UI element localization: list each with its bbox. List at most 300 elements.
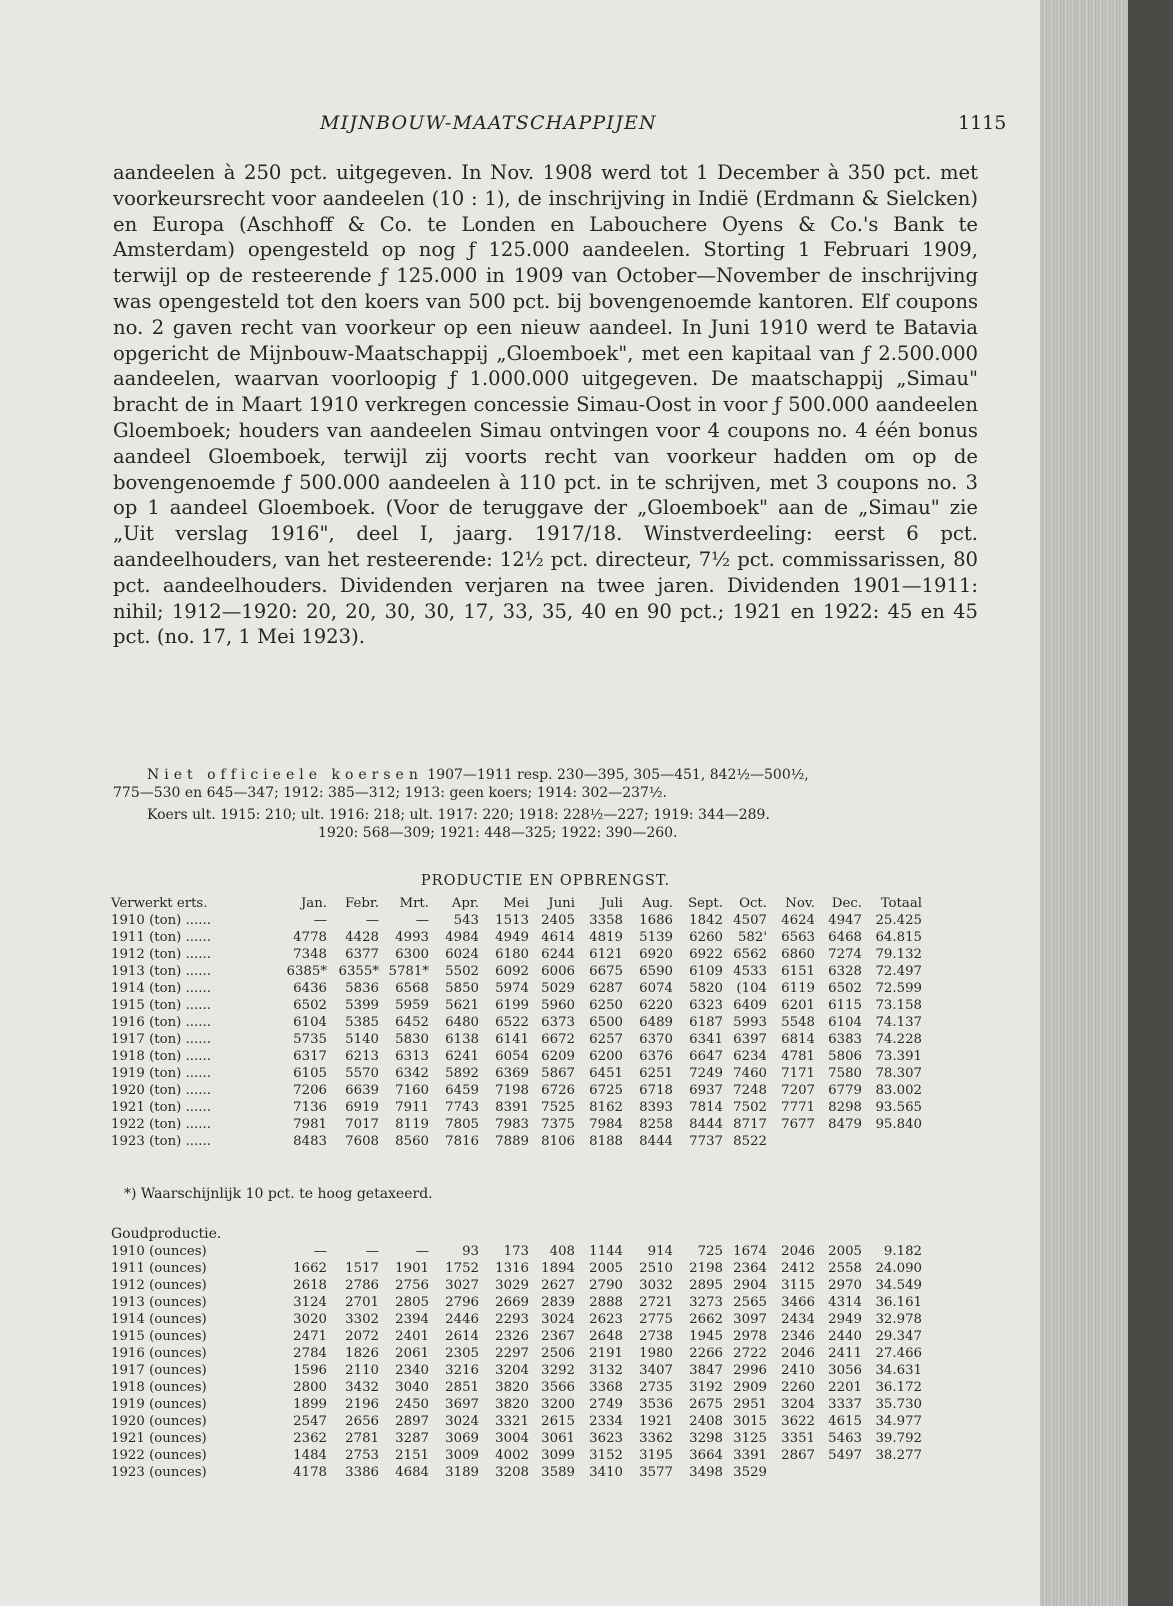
table-cell: 2805	[395, 1295, 429, 1310]
table-cell: —	[313, 913, 327, 928]
table-cell: 2669	[495, 1295, 529, 1310]
table-cell: 6323	[689, 998, 723, 1013]
row-label: 1911 (ounces)	[111, 1261, 207, 1276]
table-cell: 8106	[541, 1134, 575, 1149]
table-cell: 6201	[781, 998, 815, 1013]
table-cell: 7816	[445, 1134, 479, 1149]
table-cell: 1686	[639, 913, 673, 928]
table-cell: 6459	[445, 1083, 479, 1098]
column-header: Juli	[600, 896, 623, 911]
table-cell: 2756	[395, 1278, 429, 1293]
table-cell: 2909	[733, 1380, 767, 1395]
table-cell: —	[415, 913, 429, 928]
table-cell: 5399	[345, 998, 379, 1013]
table-cell: 3152	[589, 1448, 623, 1463]
table-row	[111, 1014, 922, 1031]
row-label: 1913 (ton) ......	[111, 964, 211, 979]
table-cell: 2614	[445, 1329, 479, 1344]
table-cell: 6489	[639, 1015, 673, 1030]
row-label: 1917 (ounces)	[111, 1363, 207, 1378]
table-cell: 7525	[541, 1100, 575, 1115]
table-row	[111, 1116, 922, 1133]
table-cell: 7375	[541, 1117, 575, 1132]
koers-ultimo	[113, 806, 978, 842]
table-cell: 1921	[639, 1414, 673, 1429]
column-header: Mrt.	[399, 896, 429, 911]
table-cell: 7206	[293, 1083, 327, 1098]
table-cell: 7460	[733, 1066, 767, 1081]
table-cell: 5781*	[388, 964, 429, 979]
running-head: MIJNBOUW-MAATSCHAPPIJEN	[320, 112, 657, 134]
table-cell: 2623	[589, 1312, 623, 1327]
table-cell: 3589	[541, 1465, 575, 1480]
table-cell: 3529	[733, 1465, 767, 1480]
table-cell: 6377	[345, 947, 379, 962]
table-cell: 2334	[589, 1414, 623, 1429]
table-cell: 7207	[781, 1083, 815, 1098]
table-cell: 6409	[733, 998, 767, 1013]
table-cell: 3466	[781, 1295, 815, 1310]
table-cell: 6317	[293, 1049, 327, 1064]
footnote: *) Waarschijnlijk 10 pct. te hoog getaxeerd.	[124, 1186, 433, 1202]
table-cell: 7249	[689, 1066, 723, 1081]
table-cell: 2198	[689, 1261, 723, 1276]
table-cell: 6257	[589, 1032, 623, 1047]
table-cell: 6109	[689, 964, 723, 979]
table-cell: 1980	[639, 1346, 673, 1361]
koers-line2: 1920: 568—309; 1921: 448—325; 1922: 390—260.	[318, 825, 678, 841]
table-cell: 5993	[733, 1015, 767, 1030]
table-cell: 2412	[781, 1261, 815, 1276]
table-cell: 7348	[293, 947, 327, 962]
table-cell: 173	[503, 1244, 529, 1259]
row-label: 1923 (ton) ......	[111, 1134, 211, 1149]
table-cell: 3192	[689, 1380, 723, 1395]
table-cell: 2701	[345, 1295, 379, 1310]
table-cell: 5974	[495, 981, 529, 996]
table-cell: 4624	[781, 913, 815, 928]
table-cell: 1945	[689, 1329, 723, 1344]
table-cell: 6451	[589, 1066, 623, 1081]
table-cell: 4428	[345, 930, 379, 945]
table-cell: 8391	[495, 1100, 529, 1115]
table-cell: 2440	[828, 1329, 862, 1344]
row-label: 1916 (ton) ......	[111, 1015, 211, 1030]
row-label: 1918 (ton) ......	[111, 1049, 211, 1064]
table-cell: 5502	[445, 964, 479, 979]
table-cell: 4949	[495, 930, 529, 945]
table-cell: 2895	[689, 1278, 723, 1293]
row-label: 1920 (ounces)	[111, 1414, 207, 1429]
table-cell: 1596	[293, 1363, 327, 1378]
table-row	[111, 1294, 922, 1311]
niet-officieele-line1: 1907—1911 resp. 230—395, 305—451, 842½—500½,	[427, 767, 809, 783]
table-cell: 6092	[495, 964, 529, 979]
table-cell: 5463	[828, 1431, 862, 1446]
table-cell: 4507	[733, 913, 767, 928]
table-cell: 2675	[689, 1397, 723, 1412]
table-cell: 2434	[781, 1312, 815, 1327]
table-cell: 3358	[589, 913, 623, 928]
table-cell: 4314	[828, 1295, 862, 1310]
row-label: 1912 (ton) ......	[111, 947, 211, 962]
table-cell: 5497	[828, 1448, 862, 1463]
erts-table	[111, 895, 922, 1150]
table-cell: 2662	[689, 1312, 723, 1327]
table-cell: 6468	[828, 930, 862, 945]
table-cell: 74.228	[875, 1032, 922, 1047]
table-cell: 39.792	[875, 1431, 922, 1446]
table-cell: 5960	[541, 998, 575, 1013]
table-cell: 2888	[589, 1295, 623, 1310]
table-cell: 5830	[395, 1032, 429, 1047]
table-cell: 3124	[293, 1295, 327, 1310]
table-cell: 6328	[828, 964, 862, 979]
table-cell: 6121	[589, 947, 623, 962]
table-cell: 408	[549, 1244, 575, 1259]
table-cell: 5570	[345, 1066, 379, 1081]
table-row	[111, 946, 922, 963]
table-cell: 6726	[541, 1083, 575, 1098]
row-label: 1918 (ounces)	[111, 1380, 207, 1395]
table-cell: 1826	[345, 1346, 379, 1361]
table-cell: 4178	[293, 1465, 327, 1480]
row-label: 1922 (ounces)	[111, 1448, 207, 1463]
row-label: 1910 (ounces)	[111, 1244, 207, 1259]
table-cell: 582'	[737, 930, 767, 945]
table-cell: 2191	[589, 1346, 623, 1361]
table-cell: 8162	[589, 1100, 623, 1115]
table-cell: 6138	[445, 1032, 479, 1047]
table-cell: 6200	[589, 1049, 623, 1064]
row-label: 1921 (ounces)	[111, 1431, 207, 1446]
table-cell: 6647	[689, 1049, 723, 1064]
table-row	[111, 980, 922, 997]
table-cell: 3362	[639, 1431, 673, 1446]
table-cell: 1517	[345, 1261, 379, 1276]
table-row	[111, 1311, 922, 1328]
table-cell: 3337	[828, 1397, 862, 1412]
table-cell	[862, 1464, 922, 1481]
table-cell: 2558	[828, 1261, 862, 1276]
row-label: 1913 (ounces)	[111, 1295, 207, 1310]
column-header: Mei	[503, 896, 529, 911]
table-cell: 7017	[345, 1117, 379, 1132]
table-cell: 36.161	[875, 1295, 922, 1310]
table-cell: 7737	[689, 1134, 723, 1149]
table-cell: 1316	[495, 1261, 529, 1276]
table-row	[111, 1345, 922, 1362]
goud-table	[111, 1243, 922, 1481]
table-cell: 5850	[445, 981, 479, 996]
table-row	[111, 1413, 922, 1430]
table-cell: 3298	[689, 1431, 723, 1446]
table-cell: 6522	[495, 1015, 529, 1030]
table-cell: 3351	[781, 1431, 815, 1446]
table-cell: 6341	[689, 1032, 723, 1047]
table-cell: 5820	[689, 981, 723, 996]
table-cell: 6287	[589, 981, 623, 996]
table-cell: 8258	[639, 1117, 673, 1132]
table-cell: 2005	[828, 1244, 862, 1259]
table-cell: 3115	[781, 1278, 815, 1293]
table-row	[111, 1133, 922, 1150]
table-cell	[862, 1133, 922, 1150]
table-cell: 3099	[541, 1448, 575, 1463]
table-cell: (104	[736, 981, 767, 996]
body-paragraph: aandeelen à 250 pct. uitgegeven. In Nov. 1908 werd tot 1 December à 350 pct. met voorkeursrecht voor aandeelen (10 : 1), de inschrijving in Indië (Erdmann & Sielcken) en Europa (Aschhoff & Co. te Londen en Labouchere Oyens & Co.'s Bank te Amsterdam) opengesteld op nog ƒ 125.000 aandeelen. Storting 1 Februari 1909, terwijl op de resteerende ƒ 125.000 in 1909 van October—November de inschrijving was opengesteld tot den koers van 500 pct. bij bovengenoemde kantoren. Elf coupons no. 2 gaven recht van voorkeur op een nieuw aandeel. In Juni 1910 werd te Batavia opgericht de Mijnbouw-Maatschappij „Gloemboek", met een kapitaal van ƒ 2.500.000 aandeelen, waarvan voorloopig ƒ 1.000.000 uitgegeven. De maatschappij „Simau" bracht de in Maart 1910 verkregen concessie Simau-Oost in voor ƒ 500.000 aandeelen Gloemboek; houders van aandeelen Simau ontvingen voor 4 coupons no. 4 één bonus aandeel Gloemboek, terwijl zij voorts recht van voorkeur hadden om op de bovengenoemde ƒ 500.000 aandeelen à 110 pct. in te schrijven, met 3 coupons no. 3 op 1 aandeel Gloemboek. (Voor de teruggave der „Gloemboek" aan de „Simau" zie „Uit verslag 1916", deel I, jaarg. 1917/18. Winstverdeeling: eerst 6 pct. aandeelhouders, van het resteerende: 12½ pct. directeur, 7½ pct. commissarissen, 80 pct. aandeelhouders. Dividenden verjaren na twee jaren. Dividenden 1901—1911: nihil; 1912—1920: 20, 20, 30, 30, 17, 33, 35, 40 en 90 pct.; 1921 en 1922: 45 en 45 pct. (no. 17, 1 Mei 1923).	[113, 161, 978, 649]
table-cell: 6241	[445, 1049, 479, 1064]
table-cell: 3577	[639, 1465, 673, 1480]
table-cell: 3032	[639, 1278, 673, 1293]
table-cell: 4819	[589, 930, 623, 945]
niet-officieele-label: Niet officieele koersen	[147, 767, 423, 783]
table-cell: 7171	[781, 1066, 815, 1081]
table-cell: 5806	[828, 1049, 862, 1064]
table-row	[111, 1362, 922, 1379]
table-row	[111, 1082, 922, 1099]
table-cell: 2401	[395, 1329, 429, 1344]
column-header: Juni	[548, 896, 575, 911]
table-cell: 6342	[395, 1066, 429, 1081]
table-cell: 5735	[293, 1032, 327, 1047]
table-cell: 6922	[689, 947, 723, 962]
table-cell: 2897	[395, 1414, 429, 1429]
table-cell: 8522	[733, 1134, 767, 1149]
table-cell: 6860	[781, 947, 815, 962]
table-cell: 4533	[733, 964, 767, 979]
table-cell: 2618	[293, 1278, 327, 1293]
table-cell: 6104	[293, 1015, 327, 1030]
table-cell: 7608	[345, 1134, 379, 1149]
table-cell: 2839	[541, 1295, 575, 1310]
row-label: 1920 (ton) ......	[111, 1083, 211, 1098]
table-cell: 2781	[345, 1431, 379, 1446]
table-cell: 2749	[589, 1397, 623, 1412]
table-cell: 7771	[781, 1100, 815, 1115]
table-cell: 2326	[495, 1329, 529, 1344]
table-cell: 4984	[445, 930, 479, 945]
table-cell: 3189	[445, 1465, 479, 1480]
table-cell: 2648	[589, 1329, 623, 1344]
table-cell: 7160	[395, 1083, 429, 1098]
table-cell: 5139	[639, 930, 673, 945]
table-cell: 3302	[345, 1312, 379, 1327]
table-cell: 6220	[639, 998, 673, 1013]
table-cell: 2297	[495, 1346, 529, 1361]
table-cell: 3024	[541, 1312, 575, 1327]
table-cell: 6436	[293, 981, 327, 996]
table-cell: 93	[462, 1244, 479, 1259]
row-label: 1919 (ton) ......	[111, 1066, 211, 1081]
table-cell: 6024	[445, 947, 479, 962]
table-cell: 3432	[345, 1380, 379, 1395]
row-label: 1917 (ton) ......	[111, 1032, 211, 1047]
table-cell: 1513	[495, 913, 529, 928]
table-cell: 8119	[395, 1117, 429, 1132]
table-cell: 3015	[733, 1414, 767, 1429]
table-cell: 1899	[293, 1397, 327, 1412]
table-cell: 6355*	[338, 964, 379, 979]
table-cell: 4947	[828, 913, 862, 928]
table-cell: 3623	[589, 1431, 623, 1446]
table-cell: 6180	[495, 947, 529, 962]
table-cell: 6300	[395, 947, 429, 962]
table-cell: 2735	[639, 1380, 673, 1395]
table-cell: 2784	[293, 1346, 327, 1361]
table-cell: —	[313, 1244, 327, 1259]
table-cell: 6104	[828, 1015, 862, 1030]
productie-title: PRODUCTIE EN OPBRENGST.	[420, 873, 671, 889]
table-cell: 2949	[828, 1312, 862, 1327]
table-cell: 3027	[445, 1278, 479, 1293]
table-cell: 6376	[639, 1049, 673, 1064]
table-cell: 2362	[293, 1431, 327, 1446]
table-cell: 2046	[781, 1244, 815, 1259]
table-cell: 95.840	[875, 1117, 922, 1132]
table-row	[111, 1243, 922, 1260]
table-cell: 3204	[781, 1397, 815, 1412]
table-cell: 2867	[781, 1448, 815, 1463]
table-cell: 3056	[828, 1363, 862, 1378]
table-cell: 2753	[345, 1448, 379, 1463]
table-cell: 725	[697, 1244, 723, 1259]
table-row	[111, 1430, 922, 1447]
table-cell: 2506	[541, 1346, 575, 1361]
table-cell: 72.599	[875, 981, 922, 996]
erts-table-header	[111, 895, 922, 912]
table-cell: 5621	[445, 998, 479, 1013]
table-cell: 3009	[445, 1448, 479, 1463]
table-cell: 543	[453, 913, 479, 928]
table-cell: 3195	[639, 1448, 673, 1463]
table-cell: 5867	[541, 1066, 575, 1081]
table-cell: 2408	[689, 1414, 723, 1429]
table-cell: 3410	[589, 1465, 623, 1480]
table-cell: 24.090	[875, 1261, 922, 1276]
table-cell: 3820	[495, 1397, 529, 1412]
table-cell: 2738	[639, 1329, 673, 1344]
table-cell: 2775	[639, 1312, 673, 1327]
table-cell: 7805	[445, 1117, 479, 1132]
table-cell: 2615	[541, 1414, 575, 1429]
table-cell: 3498	[689, 1465, 723, 1480]
table-cell: 7984	[589, 1117, 623, 1132]
table-cell: 2904	[733, 1278, 767, 1293]
table-cell	[767, 1464, 815, 1481]
table-cell: 6199	[495, 998, 529, 1013]
table-cell: 6250	[589, 998, 623, 1013]
table-cell: 2851	[445, 1380, 479, 1395]
table-cell: 3664	[689, 1448, 723, 1463]
table-cell: 3204	[495, 1363, 529, 1378]
table-cell: 3029	[495, 1278, 529, 1293]
table-cell: 6119	[781, 981, 815, 996]
table-row	[111, 1099, 922, 1116]
table-cell: 3200	[541, 1397, 575, 1412]
table-cell: 3622	[781, 1414, 815, 1429]
table-cell: 3407	[639, 1363, 673, 1378]
table-cell: 1752	[445, 1261, 479, 1276]
table-cell: 72.497	[875, 964, 922, 979]
table-cell: 2367	[541, 1329, 575, 1344]
table-cell: 1901	[395, 1261, 429, 1276]
table-cell: 2072	[345, 1329, 379, 1344]
table-cell: 6639	[345, 1083, 379, 1098]
table-cell: 2471	[293, 1329, 327, 1344]
table-cell: 2547	[293, 1414, 327, 1429]
table-row	[111, 1464, 922, 1481]
table-cell: 2340	[395, 1363, 429, 1378]
table-cell: 6383	[828, 1032, 862, 1047]
table-cell: 2510	[639, 1261, 673, 1276]
table-cell: 2951	[733, 1397, 767, 1412]
table-cell: 6105	[293, 1066, 327, 1081]
table-cell: 6369	[495, 1066, 529, 1081]
table-cell: 6187	[689, 1015, 723, 1030]
column-header: Jan.	[300, 896, 327, 911]
table-cell: 1674	[733, 1244, 767, 1259]
column-header: Nov.	[785, 896, 815, 911]
row-label: 1914 (ounces)	[111, 1312, 207, 1327]
table-cell: 74.137	[875, 1015, 922, 1030]
row-label: 1916 (ounces)	[111, 1346, 207, 1361]
table-row	[111, 1277, 922, 1294]
table-cell: 5548	[781, 1015, 815, 1030]
table-cell: 2970	[828, 1278, 862, 1293]
table-row	[111, 1048, 922, 1065]
table-cell: 32.978	[875, 1312, 922, 1327]
table-cell: 3208	[495, 1465, 529, 1480]
table-cell: 2996	[733, 1363, 767, 1378]
table-cell: 2786	[345, 1278, 379, 1293]
table-cell: 8444	[689, 1117, 723, 1132]
row-label: 1914 (ton) ......	[111, 981, 211, 996]
table-cell: 1144	[589, 1244, 623, 1259]
column-header: Totaal	[880, 896, 922, 911]
table-cell: 34.977	[875, 1414, 922, 1429]
column-header: Apr.	[451, 896, 479, 911]
table-cell: 2196	[345, 1397, 379, 1412]
niet-officieele-koersen	[113, 766, 978, 802]
table-cell: 2110	[345, 1363, 379, 1378]
table-cell: 64.815	[875, 930, 922, 945]
koers-line1: Koers ult. 1915: 210; ult. 1916: 218; ult. 1917: 220; 1918: 228½—227; 1919: 344—289.	[147, 807, 770, 823]
row-label: 1919 (ounces)	[111, 1397, 207, 1412]
row-label: 1921 (ton) ......	[111, 1100, 211, 1115]
table-cell: 29.347	[875, 1329, 922, 1344]
table-cell: 8483	[293, 1134, 327, 1149]
table-cell: 6718	[639, 1083, 673, 1098]
table-cell: 2656	[345, 1414, 379, 1429]
table-cell: 73.158	[875, 998, 922, 1013]
table-cell: 5959	[395, 998, 429, 1013]
table-cell: 2410	[781, 1363, 815, 1378]
table-cell: 8444	[639, 1134, 673, 1149]
table-cell: 6568	[395, 981, 429, 996]
column-header: Aug.	[642, 896, 673, 911]
table-cell: 6373	[541, 1015, 575, 1030]
table-cell: 4615	[828, 1414, 862, 1429]
table-cell: 6779	[828, 1083, 862, 1098]
table-cell: 6260	[689, 930, 723, 945]
table-cell: 7814	[689, 1100, 723, 1115]
table-cell: 2405	[541, 913, 575, 928]
table-cell	[815, 1464, 862, 1481]
table-cell: 2005	[589, 1261, 623, 1276]
table-cell: 3368	[589, 1380, 623, 1395]
table-cell: 2446	[445, 1312, 479, 1327]
